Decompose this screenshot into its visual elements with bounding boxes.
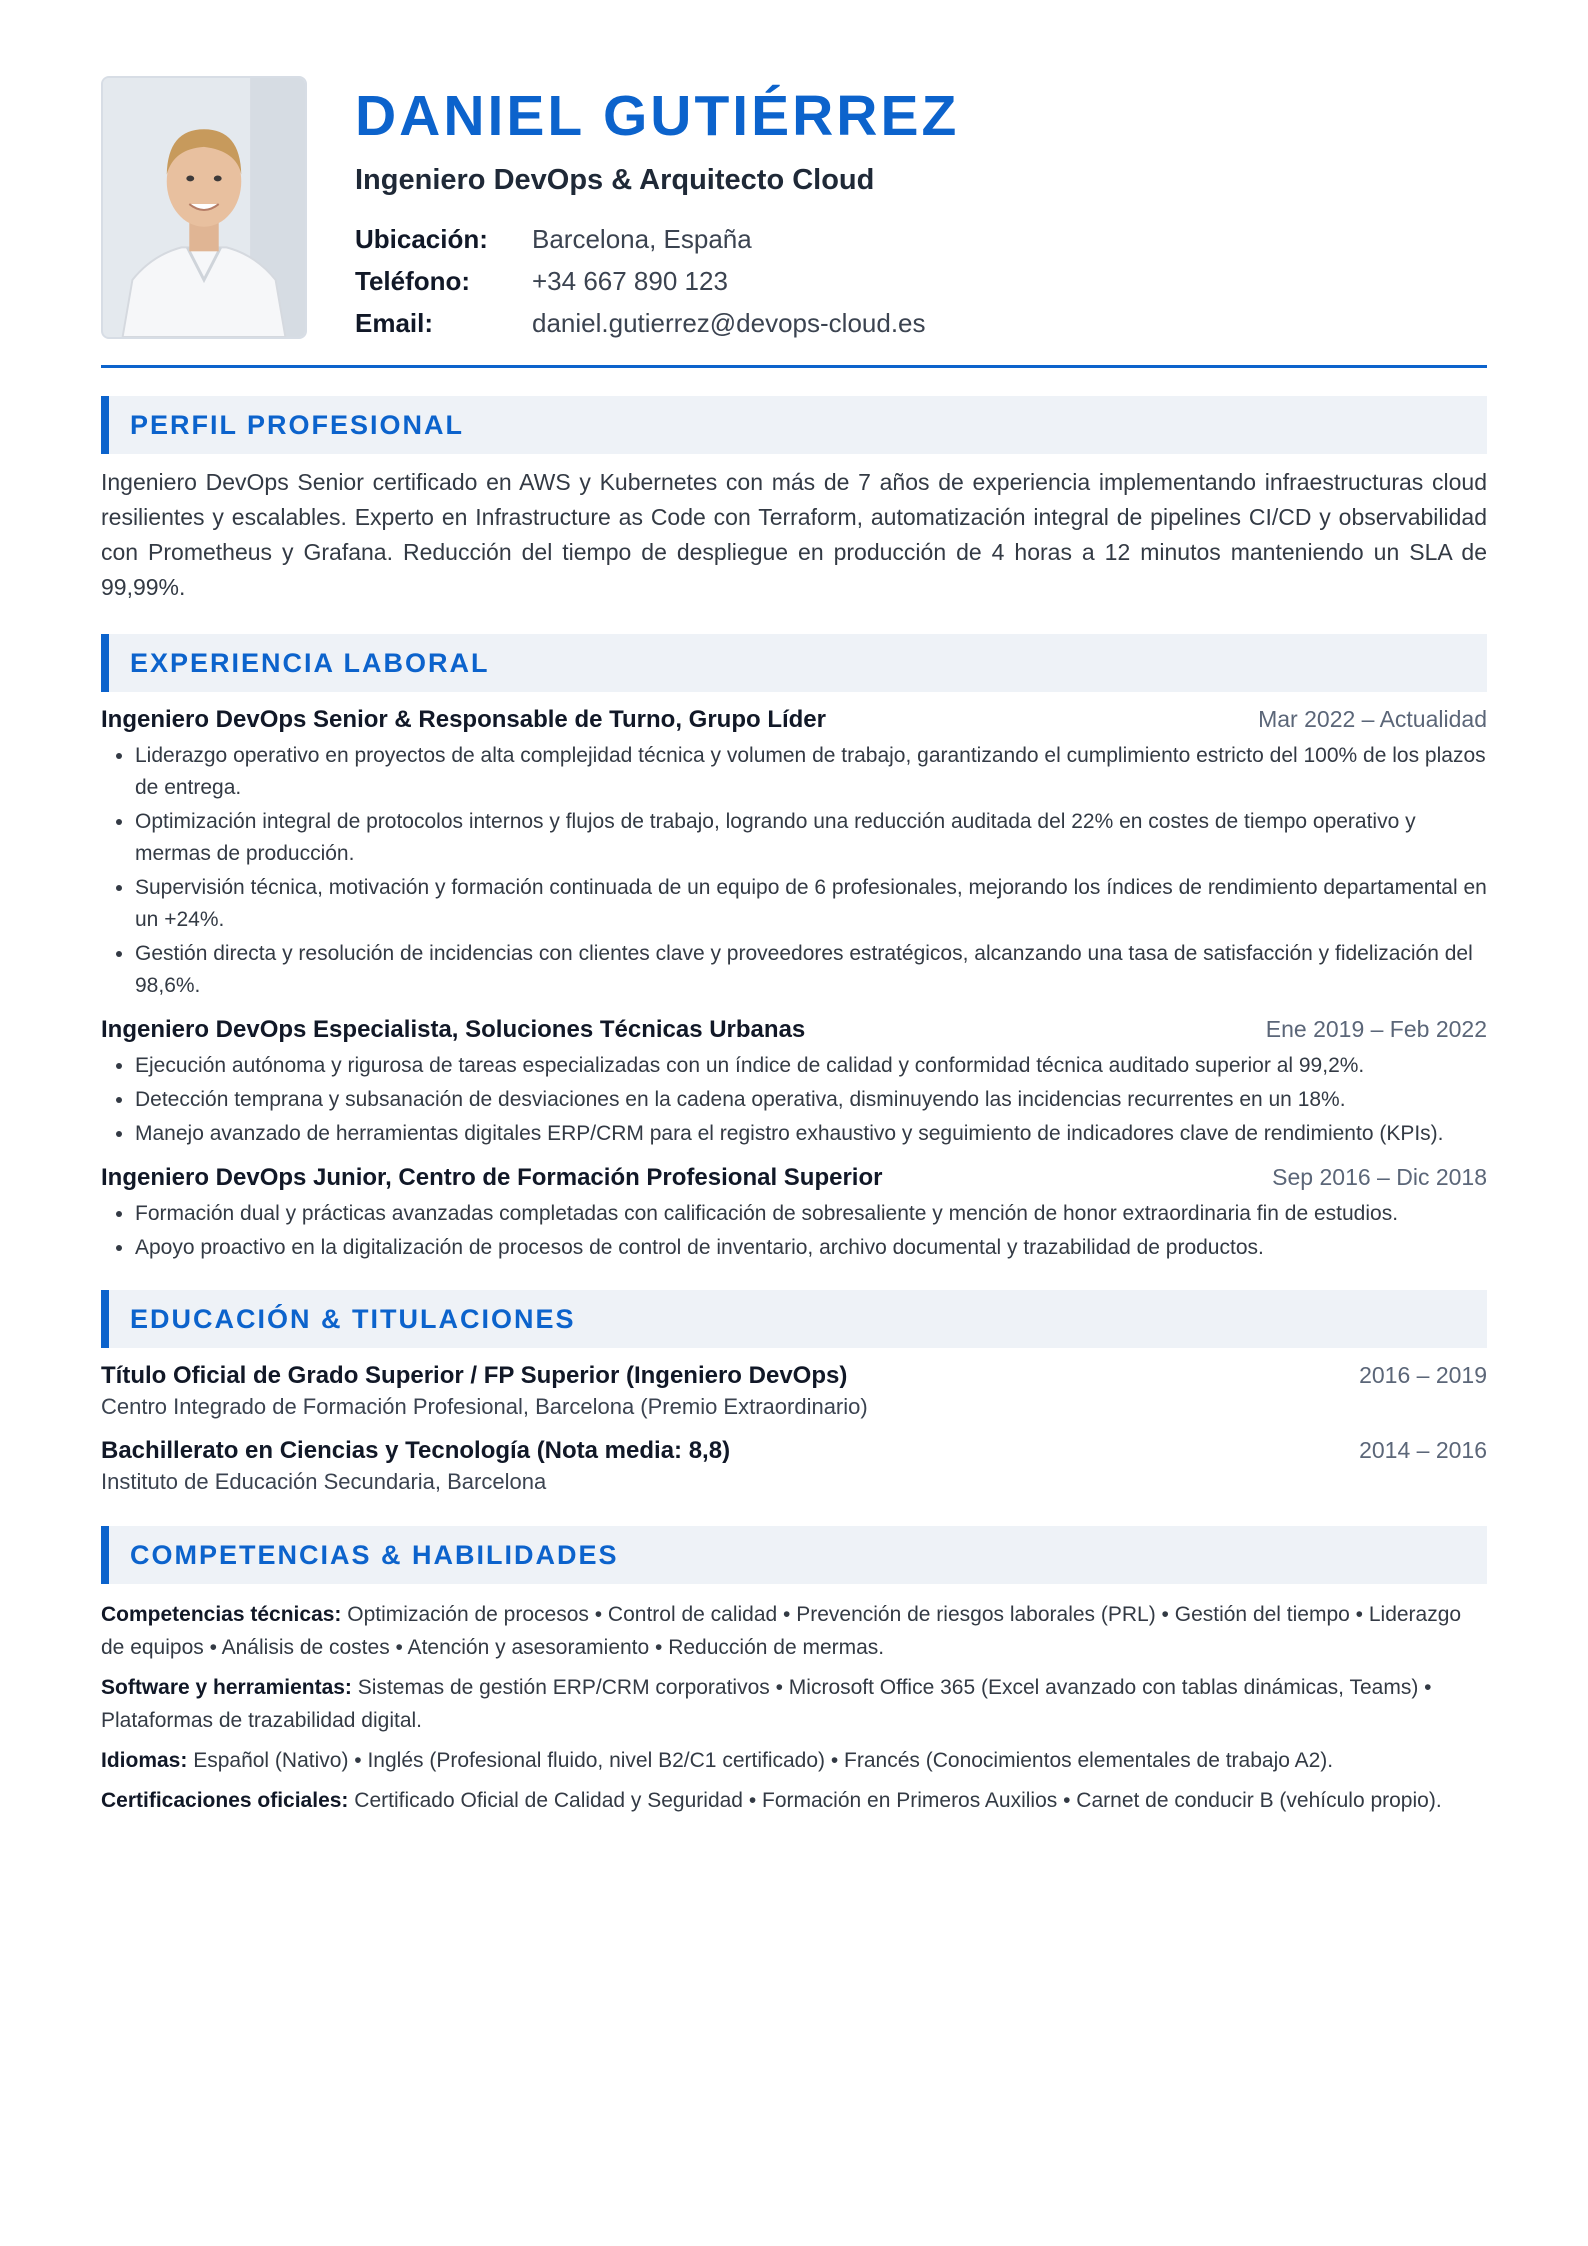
education-institution: Centro Integrado de Formación Profesional, Barcelona (Premio Extraordinario): [101, 1394, 868, 1419]
skills-list: [101, 1598, 1487, 1817]
education-institution: Instituto de Educación Secundaria, Barcelona: [101, 1469, 547, 1494]
list-item: • Optimización integral de protocolos internos y flujos de trabajo, logrando una reducción auditada del 22% en costes de tiempo operativo y mermas de producción.: [135, 806, 1487, 870]
skill-item: [101, 1744, 1487, 1777]
list-item: • Liderazgo operativo en proyectos de alta complejidad técnica y volumen de trabajo, garantizando el cumplimiento estricto del 100% de los plazos de entrega.: [135, 740, 1487, 804]
education-entry: [101, 1437, 1487, 1498]
education-date: 2016 – 2019: [1359, 1362, 1487, 1388]
job-bullets: [101, 1198, 1487, 1264]
contact-label: Email:: [355, 308, 434, 338]
skill-text: Certificado Oficial de Calidad y Seguridad • Formación en Primeros Auxilios • Carnet de conducir B (vehículo propio).: [354, 1789, 1442, 1812]
job-date: Sep 2016 – Dic 2018: [1272, 1164, 1487, 1190]
contact-value: +34 667 890 123: [532, 266, 728, 296]
section-title: PERFIL PROFESIONAL: [101, 396, 1487, 454]
candidate-name: DANIEL GUTIÉRREZ: [355, 84, 960, 148]
experience-section: [101, 634, 1487, 1264]
list-item: • Ejecución autónoma y rigurosa de tareas especializadas con un índice de calidad y conformidad técnica auditado superior al 99,2%.: [135, 1050, 1487, 1082]
resume-header: [101, 0, 1487, 367]
skill-text: Español (Nativo) • Inglés (Profesional fluido, nivel B2/C1 certificado) • Francés (Conocimientos elementales de trabajo A2).: [193, 1749, 1334, 1772]
job-title: Ingeniero DevOps Especialista, Soluciones Técnicas Urbanas: [101, 1016, 806, 1043]
skill-item: [101, 1671, 1487, 1737]
education-header: [101, 1437, 1487, 1465]
section-title: EDUCACIÓN & TITULACIONES: [101, 1290, 1487, 1348]
skill-label: Software y herramientas:: [101, 1676, 352, 1699]
skill-text: Optimización de procesos • Control de calidad • Prevención de riesgos laborales (PRL) • Gestión del tiempo • Liderazgo de equipos • Análisis de costes • Atención y asesoramiento • Reducción de mermas.: [101, 1603, 1462, 1659]
skill-item: [101, 1784, 1487, 1817]
list-item: • Supervisión técnica, motivación y formación continuada de un equipo de 6 profesionales, mejorando los índices de rendimiento departamental en un +24%.: [135, 872, 1487, 936]
job-bullets: [101, 740, 1487, 1002]
list-item: • Manejo avanzado de herramientas digitales ERP/CRM para el registro exhaustivo y seguimiento de indicadores clave de rendimiento (KPIs).: [135, 1118, 1487, 1150]
education-date: 2014 – 2016: [1359, 1437, 1487, 1463]
skill-label: Competencias técnicas:: [101, 1603, 342, 1626]
skill-label: Certificaciones oficiales:: [101, 1789, 349, 1812]
education-title: Bachillerato en Ciencias y Tecnología (Nota media: 8,8): [101, 1437, 731, 1464]
section-title: EXPERIENCIA LABORAL: [101, 634, 1487, 692]
list-item: • Formación dual y prácticas avanzadas completadas con calificación de sobresaliente y mención de honor extraordinaria fin de estudios.: [135, 1198, 1487, 1230]
profile-text: Ingeniero DevOps Senior certificado en AWS y Kubernetes con más de 7 años de experiencia implementando infraestructuras cloud resilientes y escalables. Experto en Infrastructure as Code con Terraform, automatización integral de pipelines CI/CD y observabilidad con Prometheus y Grafana. Reducción del tiempo de despliegue en producción de 4 horas a 12 minutos manteniendo un SLA de 99,99%.: [101, 469, 1487, 600]
contact-label: Ubicación:: [355, 224, 488, 254]
contact-value: Barcelona, España: [532, 224, 752, 254]
job-entry: [101, 1016, 1487, 1150]
contact-value: daniel.gutierrez@devops-cloud.es: [532, 308, 926, 338]
job-title: Ingeniero DevOps Junior, Centro de Formación Profesional Superior: [101, 1164, 883, 1191]
person-portrait-icon: [103, 78, 305, 337]
candidate-role: Ingeniero DevOps & Arquitecto Cloud: [355, 164, 875, 196]
education-section: [101, 1290, 1487, 1498]
contact-label: Teléfono:: [355, 266, 471, 296]
job-bullets: [101, 1050, 1487, 1150]
job-date: Ene 2019 – Feb 2022: [1265, 1016, 1487, 1042]
profile-photo: [101, 76, 307, 339]
job-title: Ingeniero DevOps Senior & Responsable de Turno, Grupo Líder: [101, 706, 826, 733]
skills-section: [101, 1526, 1487, 1817]
job-header: [101, 1164, 1487, 1198]
section-title: COMPETENCIAS & HABILIDADES: [101, 1526, 1487, 1584]
job-entry: [101, 1164, 1487, 1264]
skill-text: Sistemas de gestión ERP/CRM corporativos • Microsoft Office 365 (Excel avanzado con tablas dinámicas, Teams) • Plataformas de trazabilidad digital.: [101, 1676, 1432, 1732]
list-item: • Gestión directa y resolución de incidencias con clientes clave y proveedores estratégicos, alcanzando una tasa de satisfacción y fidelización del 98,6%.: [135, 938, 1487, 1002]
education-entry: [101, 1362, 1487, 1423]
education-header: [101, 1362, 1487, 1390]
header-divider: [101, 365, 1487, 368]
job-header: [101, 706, 1487, 740]
list-item: • Detección temprana y subsanación de desviaciones en la cadena operativa, disminuyendo las incidencias recurrentes en un 18%.: [135, 1084, 1487, 1116]
profile-section: [101, 396, 1487, 605]
skill-item: [101, 1598, 1487, 1664]
job-entry: [101, 706, 1487, 1002]
job-date: Mar 2022 – Actualidad: [1258, 706, 1487, 732]
job-header: [101, 1016, 1487, 1050]
list-item: • Apoyo proactivo en la digitalización de procesos de control de inventario, archivo documental y trazabilidad de productos.: [135, 1232, 1487, 1264]
education-title: Título Oficial de Grado Superior / FP Superior (Ingeniero DevOps): [101, 1362, 848, 1389]
skill-label: Idiomas:: [101, 1749, 188, 1772]
